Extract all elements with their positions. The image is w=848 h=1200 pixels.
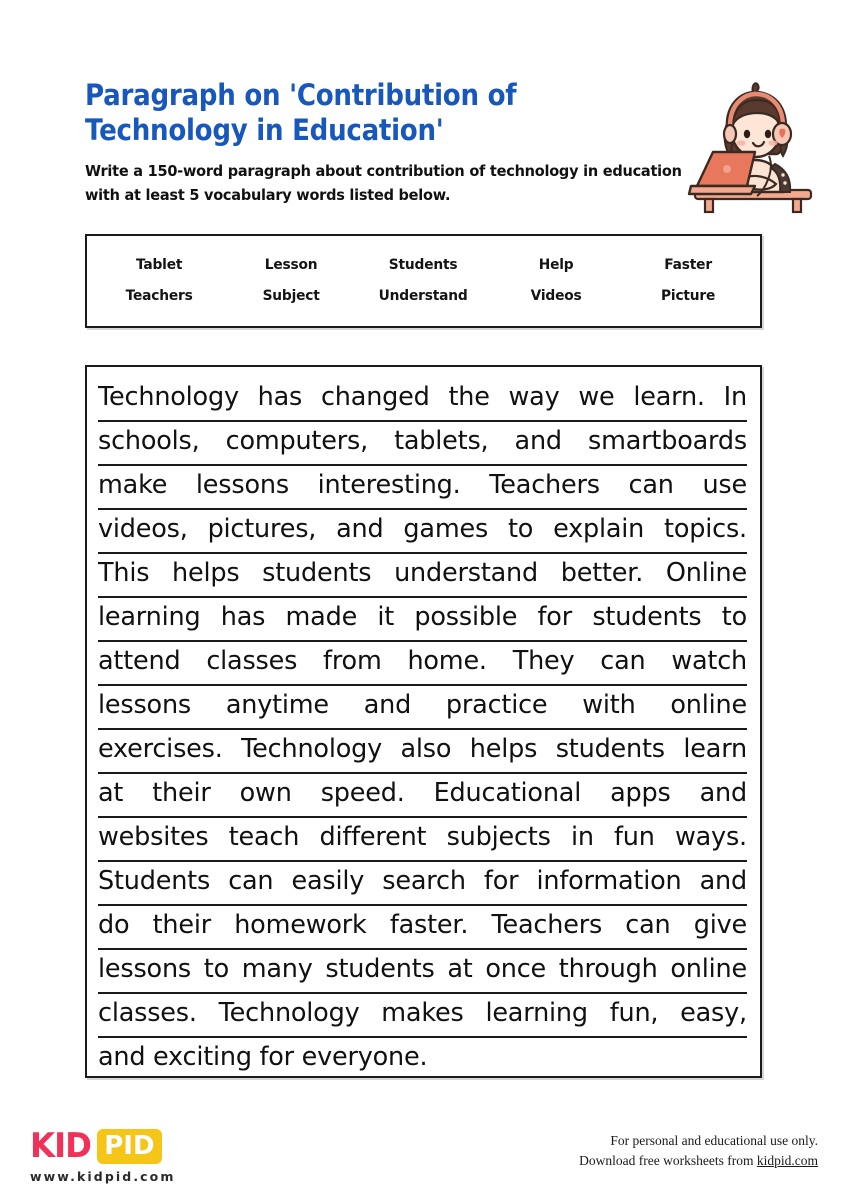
paragraph-word: makes bbox=[381, 998, 464, 1028]
paragraph-word: easily bbox=[291, 866, 365, 896]
paragraph-line bbox=[98, 950, 747, 994]
paragraph-word: can bbox=[625, 910, 671, 940]
paragraph-line bbox=[98, 598, 747, 642]
logo-kid-text: KID bbox=[30, 1126, 92, 1166]
paragraph-word: classes. bbox=[98, 998, 197, 1028]
paragraph-word: in bbox=[570, 822, 594, 852]
vocabulary-word: Subject bbox=[262, 287, 320, 304]
paragraph-line bbox=[98, 994, 747, 1038]
paragraph-word: once bbox=[485, 954, 547, 984]
paragraph-word: lessons bbox=[98, 954, 191, 984]
paragraph-word: fun, bbox=[609, 998, 659, 1028]
paragraph-line bbox=[98, 818, 747, 862]
kidpid-logo bbox=[30, 1127, 260, 1184]
paragraph-word: the bbox=[448, 382, 490, 412]
paragraph-word: their bbox=[152, 778, 211, 808]
paragraph-answer-box[interactable] bbox=[85, 365, 762, 1078]
paragraph-word: games bbox=[403, 514, 489, 544]
paragraph-word: from bbox=[323, 646, 382, 676]
paragraph-word: give bbox=[693, 910, 747, 940]
paragraph-word: through bbox=[558, 954, 658, 984]
paragraph-word: different bbox=[319, 822, 427, 852]
paragraph-word: search bbox=[382, 866, 466, 896]
paragraph-word: subjects bbox=[446, 822, 551, 852]
paragraph-word: also bbox=[400, 734, 452, 764]
paragraph-word: homework bbox=[234, 910, 367, 940]
paragraph-word: practice bbox=[445, 690, 548, 720]
paragraph-line bbox=[98, 1038, 747, 1078]
paragraph-word: schools, bbox=[98, 426, 200, 456]
paragraph-word: learn bbox=[683, 734, 747, 764]
paragraph-word: topics. bbox=[664, 514, 747, 544]
vocabulary-word: Faster bbox=[664, 256, 712, 273]
footer-note-line-2 bbox=[579, 1151, 818, 1171]
paragraph-word: understand bbox=[394, 558, 539, 588]
paragraph-word: for bbox=[537, 602, 572, 632]
paragraph-word: learn. bbox=[633, 382, 705, 412]
paragraph-word: many bbox=[241, 954, 313, 984]
paragraph-word: everyone. bbox=[301, 1042, 428, 1072]
paragraph-word: to bbox=[721, 602, 747, 632]
paragraph-word: and bbox=[699, 866, 747, 896]
paragraph-word: students bbox=[592, 602, 702, 632]
paragraph-word: smartboards bbox=[587, 426, 747, 456]
paragraph-word: at bbox=[98, 778, 124, 808]
logo-pid-badge: PID bbox=[97, 1129, 161, 1164]
vocabulary-row-2 bbox=[93, 288, 754, 304]
paragraph-word: pictures, bbox=[207, 514, 317, 544]
paragraph-word: Online bbox=[665, 558, 747, 588]
paragraph-word: Teachers bbox=[489, 470, 600, 500]
paragraph-word: apps bbox=[610, 778, 671, 808]
paragraph-word: students bbox=[555, 734, 665, 764]
paragraph-word: Technology bbox=[218, 998, 360, 1028]
paragraph-word: has bbox=[257, 382, 303, 412]
paragraph-word: make bbox=[98, 470, 168, 500]
paragraph-word: speed. bbox=[320, 778, 405, 808]
header-text-block bbox=[85, 78, 685, 208]
kidpid-link[interactable]: kidpid.com bbox=[756, 1152, 818, 1168]
paragraph-ruled-lines bbox=[98, 378, 747, 1078]
worksheet-instructions: Write a 150-word paragraph about contribution of technology in education with at least 5 vocabulary words listed below. bbox=[85, 161, 682, 205]
paragraph-word: online bbox=[670, 690, 747, 720]
paragraph-word: way bbox=[508, 382, 560, 412]
paragraph-line bbox=[98, 554, 747, 598]
paragraph-word: classes bbox=[206, 646, 298, 676]
logo-website-url: www.kidpid.com bbox=[30, 1169, 176, 1184]
paragraph-word: own bbox=[239, 778, 292, 808]
paragraph-word: home. bbox=[407, 646, 487, 676]
paragraph-word: helps bbox=[469, 734, 538, 764]
paragraph-word: videos, bbox=[98, 514, 188, 544]
paragraph-word: fun bbox=[614, 822, 655, 852]
paragraph-word: easy, bbox=[680, 998, 747, 1028]
paragraph-word: computers, bbox=[225, 426, 368, 456]
paragraph-line bbox=[98, 774, 747, 818]
paragraph-word: for bbox=[259, 1042, 294, 1072]
paragraph-word: ways. bbox=[674, 822, 747, 852]
paragraph-line bbox=[98, 466, 747, 510]
paragraph-line bbox=[98, 862, 747, 906]
paragraph-word: we bbox=[578, 382, 615, 412]
page-title: Paragraph on 'Contribution of Technology in Education' bbox=[85, 78, 517, 148]
paragraph-word: with bbox=[582, 690, 636, 720]
paragraph-line bbox=[98, 730, 747, 774]
paragraph-word: lessons bbox=[195, 470, 289, 500]
paragraph-word: to bbox=[507, 514, 534, 544]
paragraph-word: lessons bbox=[98, 690, 191, 720]
paragraph-word: Technology bbox=[98, 382, 239, 412]
logo-wordmark bbox=[30, 1127, 260, 1165]
vocabulary-word: Videos bbox=[530, 287, 582, 304]
paragraph-word: information bbox=[536, 866, 682, 896]
paragraph-word: attend bbox=[98, 646, 181, 676]
paragraph-word: at bbox=[447, 954, 473, 984]
vocabulary-word-box bbox=[85, 234, 762, 328]
paragraph-word: made bbox=[285, 602, 358, 632]
paragraph-word: teach bbox=[228, 822, 300, 852]
paragraph-word: watch bbox=[671, 646, 747, 676]
paragraph-word: can bbox=[228, 866, 274, 896]
paragraph-word: and bbox=[98, 1042, 146, 1072]
paragraph-word: learning bbox=[98, 602, 201, 632]
paragraph-word: exercises. bbox=[98, 734, 223, 764]
paragraph-word: Students bbox=[98, 866, 211, 896]
footer-usage-note bbox=[579, 1131, 818, 1170]
paragraph-word: learning bbox=[485, 998, 588, 1028]
girl-with-headphones-at-laptop-icon bbox=[683, 74, 823, 214]
paragraph-word: In bbox=[723, 382, 747, 412]
paragraph-word: it bbox=[377, 602, 395, 632]
paragraph-word: better. bbox=[560, 558, 644, 588]
paragraph-word: Educational bbox=[433, 778, 582, 808]
vocabulary-word: Students bbox=[389, 256, 458, 273]
paragraph-word: can bbox=[628, 470, 674, 500]
paragraph-word: can bbox=[600, 646, 646, 676]
paragraph-word: Teachers bbox=[491, 910, 603, 940]
paragraph-word: faster. bbox=[389, 910, 469, 940]
paragraph-word: tablets, bbox=[394, 426, 489, 456]
paragraph-word: changed bbox=[320, 382, 430, 412]
paragraph-word: They bbox=[512, 646, 575, 676]
paragraph-word: helps bbox=[172, 558, 240, 588]
paragraph-word: and bbox=[363, 690, 412, 720]
paragraph-word: students bbox=[325, 954, 435, 984]
vocabulary-word: Picture bbox=[660, 287, 716, 304]
paragraph-word: and bbox=[699, 778, 747, 808]
paragraph-word: for bbox=[483, 866, 519, 896]
paragraph-word: and bbox=[336, 514, 384, 544]
paragraph-word: websites bbox=[98, 822, 209, 852]
vocabulary-word: Help bbox=[538, 256, 574, 273]
paragraph-line bbox=[98, 510, 747, 554]
paragraph-word: Technology bbox=[241, 734, 382, 764]
footer-note-line-1: For personal and educational use only. bbox=[610, 1133, 818, 1148]
paragraph-word: possible bbox=[414, 602, 518, 632]
paragraph-line bbox=[98, 378, 747, 422]
footer-note-prefix: Download free worksheets from bbox=[579, 1152, 757, 1168]
paragraph-word: has bbox=[220, 602, 266, 632]
paragraph-word: anytime bbox=[225, 690, 329, 720]
worksheet-header bbox=[85, 78, 765, 208]
paragraph-word: to bbox=[203, 954, 229, 984]
vocabulary-word: Teachers bbox=[125, 287, 193, 304]
paragraph-word: exciting bbox=[153, 1042, 252, 1072]
paragraph-word: and bbox=[514, 426, 562, 456]
paragraph-word: This bbox=[98, 558, 150, 588]
vocabulary-word: Tablet bbox=[135, 256, 183, 273]
paragraph-word: explain bbox=[553, 514, 645, 544]
paragraph-word: their bbox=[152, 910, 212, 940]
paragraph-word: interesting. bbox=[317, 470, 461, 500]
paragraph-word: students bbox=[262, 558, 372, 588]
vocabulary-word: Lesson bbox=[264, 256, 318, 273]
paragraph-line bbox=[98, 686, 747, 730]
paragraph-word: online bbox=[670, 954, 747, 984]
paragraph-word: do bbox=[98, 910, 130, 940]
vocabulary-word: Understand bbox=[379, 287, 468, 304]
vocabulary-row-1 bbox=[93, 257, 754, 273]
paragraph-word: use bbox=[702, 470, 747, 500]
paragraph-line bbox=[98, 642, 747, 686]
paragraph-line bbox=[98, 422, 747, 466]
paragraph-line bbox=[98, 906, 747, 950]
